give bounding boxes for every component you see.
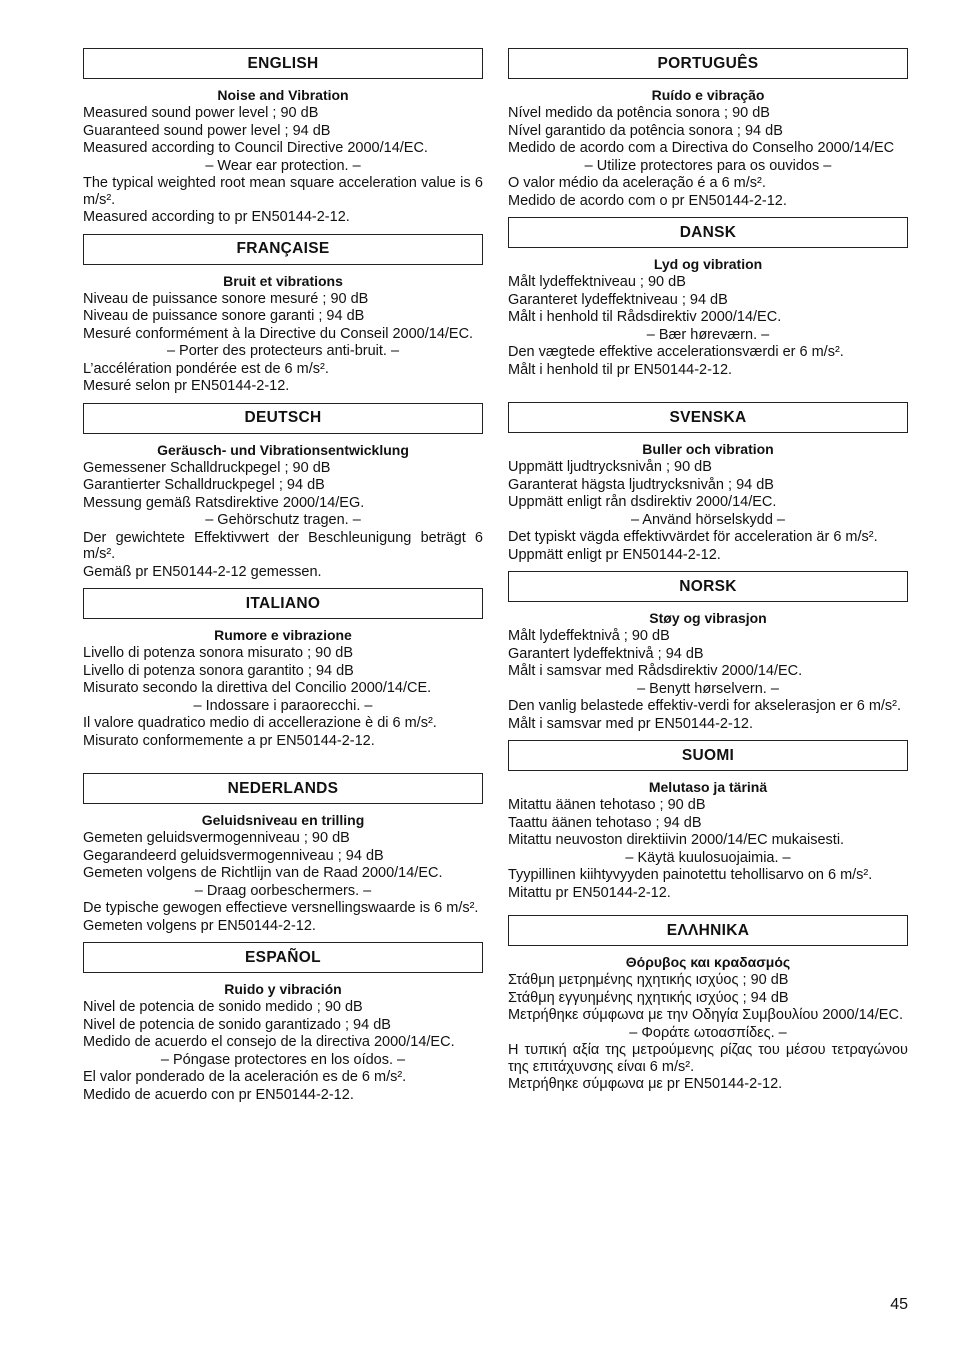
section-header: ENGLISH — [83, 48, 483, 79]
text-line: Misurato conformemente a pr EN50144-2-12. — [83, 732, 375, 749]
section-header: SUOMI — [508, 740, 908, 771]
text-line: – Indossare i paraorecchi. – — [193, 697, 373, 714]
section-svenska — [508, 402, 908, 563]
section-header: DEUTSCH — [83, 403, 483, 434]
text-line: Livello di potenza sonora garantito ; 94 dB — [83, 662, 354, 679]
section-header: ITALIANO — [83, 588, 483, 619]
text-line: Den vægtede effektive accelerationsværdi er 6 m/s². — [508, 344, 844, 360]
text-line: – Använd hörselskydd – — [631, 511, 785, 528]
text-line: – Draag oorbeschermers. – — [194, 882, 372, 899]
text-line: Målt i henhold til pr EN50144-2-12. — [508, 361, 733, 378]
text-line: Den vanlig belastede effektiv-verdi for akselerasjon er 6 m/s². — [508, 698, 902, 714]
section-nederlands — [83, 773, 483, 934]
text-line: – Bær høreværn. – — [646, 326, 770, 343]
text-line: The typical weighted root mean square acceleration value is 6 m/s². — [83, 175, 483, 208]
text-line: Garantierter Schalldruckpegel ; 94 dB — [83, 477, 325, 493]
text-line: Measured sound power level ; 90 dB — [83, 105, 319, 121]
text-line: Gemäß pr EN50144-2-12 gemessen. — [83, 563, 322, 580]
left-column — [83, 48, 483, 1111]
text-line: Gegarandeerd geluidsvermogenniveau ; 94 dB — [83, 847, 384, 864]
text-line: Μετρήθηκε σύμφωνα με την Οδηγία Συμβουλίου 2000/14/EC. — [508, 1007, 903, 1023]
section-header: SVENSKA — [508, 402, 908, 433]
text-line: Der gewichtete Effektivwert der Beschleunigung beträgt 6 m/s². — [83, 529, 483, 562]
text-line: Niveau de puissance sonore garanti ; 94 dB — [83, 308, 365, 324]
text-line: Medido de acuerdo el consejo de la directiva 2000/14/EC. — [83, 1034, 455, 1050]
section-italiano — [83, 588, 483, 749]
section-subtitle: Lyd og vibration — [653, 256, 763, 272]
section-subtitle: Noise and Vibration — [217, 87, 349, 103]
text-line: Mesuré conformément à la Directive du Conseil 2000/14/EC. — [83, 325, 474, 342]
text-line: Garantert lydeffektnivå ; 94 dB — [508, 645, 704, 662]
section-norsk — [508, 571, 908, 732]
section-header: NEDERLANDS — [83, 773, 483, 804]
text-line: Η τυπική αξία της μετρούμενης ρίζας του μέσου τετραγώνου της επιτάχυνσης είναι 6 m/s². — [508, 1042, 908, 1075]
text-line: Nível garantido da potência sonora ; 94 dB — [508, 122, 783, 139]
section-suomi — [508, 740, 908, 901]
text-line: Gemeten volgens pr EN50144-2-12. — [83, 917, 316, 934]
text-line: Taattu äänen tehotaso ; 94 dB — [508, 814, 702, 831]
text-line: – Póngase protectores en los oídos. – — [160, 1051, 406, 1068]
text-line: Målt i henhold til Rådsdirektiv 2000/14/EC. — [508, 309, 782, 325]
text-line: Guaranteed sound power level ; 94 dB — [83, 122, 331, 139]
section-subtitle: Rumore e vibrazione — [214, 627, 352, 643]
text-line: – Utilize protectores para os ouvidos – — [584, 157, 832, 174]
page-number: 45 — [890, 1296, 908, 1313]
text-line: Niveau de puissance sonore mesuré ; 90 dB — [83, 290, 369, 307]
text-line: Uppmätt ljudtrycksnivån ; 90 dB — [508, 459, 712, 475]
text-line: – Porter des protecteurs anti-bruit. – — [166, 343, 400, 359]
text-line: Uppmätt enligt rån dsdirektiv 2000/14/EC. — [508, 494, 777, 510]
text-line: Det typiskt vägda effektivvärdet för acceleration är 6 m/s². — [508, 529, 878, 545]
text-line: Mitattu pr EN50144-2-12. — [508, 884, 671, 901]
section-header: DANSK — [508, 217, 908, 248]
text-line: Στάθμη εγγυημένης ηχητικής ισχύος ; 94 dB — [508, 989, 789, 1006]
section-subtitle: Geräusch- und Vibrationsentwicklung — [157, 441, 409, 458]
section-deutsch — [83, 403, 483, 581]
text-line: El valor ponderado de la aceleración es de 6 m/s². — [83, 1069, 407, 1085]
text-line: Misurato secondo la direttiva del Concilio 2000/14/CE. — [83, 680, 432, 696]
text-line: Il valore quadratico medio di accellerazione è di 6 m/s². — [83, 715, 437, 731]
section-subtitle: Θόρυβος και κραδασμός — [625, 954, 791, 970]
text-line: Medido de acordo com o pr EN50144-2-12. — [508, 192, 787, 209]
text-line: Målt i samsvar med pr EN50144-2-12. — [508, 715, 753, 732]
section-espanol — [83, 942, 483, 1103]
text-line: Μετρήθηκε σύμφωνα με pr EN50144-2-12. — [508, 1076, 783, 1092]
section-subtitle: Ruido y vibración — [224, 981, 342, 997]
text-line: – Gehörschutz tragen. – — [205, 512, 361, 528]
text-line: Mesuré selon pr EN50144-2-12. — [83, 378, 290, 394]
section-subtitle: Støy og vibrasjon — [649, 610, 767, 626]
text-line: Gemessener Schalldruckpegel ; 90 dB — [83, 459, 331, 476]
text-line: Mitattu neuvoston direktiivin 2000/14/EC mukaisesti. — [508, 832, 845, 848]
text-line: Målt i samsvar med Rådsdirektiv 2000/14/EC. — [508, 663, 803, 679]
text-line: L’accélération pondérée est de 6 m/s². — [83, 360, 329, 377]
text-line: Mitattu äänen tehotaso ; 90 dB — [508, 797, 706, 813]
text-line: Medido de acordo com a Directiva do Conselho 2000/14/EC — [508, 140, 895, 156]
section-ελληνικα — [508, 915, 908, 1093]
section-header: FRANÇAISE — [83, 234, 483, 265]
text-line: Messung gemäß Ratsdirektive 2000/14/EG. — [83, 494, 365, 511]
text-line: – Benytt hørselvern. – — [637, 680, 779, 697]
section-portugues — [508, 48, 908, 209]
text-line: Nivel de potencia de sonido garantizado ; 94 dB — [83, 1016, 391, 1033]
section-subtitle: Ruído e vibração — [651, 87, 765, 103]
section-subtitle: Melutaso ja tärinä — [648, 779, 768, 795]
section-header: NORSK — [508, 571, 908, 602]
text-line: Nivel de potencia de sonido medido ; 90 dB — [83, 999, 363, 1015]
text-line: Tyypillinen kiihtyvyyden painotettu tehollisarvo on 6 m/s². — [508, 867, 873, 883]
text-line: Målt lydeffektniveau ; 90 dB — [508, 274, 686, 290]
text-line: De typische gewogen effectieve versnellingswaarde is 6 m/s². — [83, 900, 479, 916]
text-line: – Käytä kuulosuojaimia. – — [625, 849, 791, 866]
text-line: Garanteret lydeffektniveau ; 94 dB — [508, 291, 728, 308]
text-line: Målt lydeffektnivå ; 90 dB — [508, 628, 670, 644]
section-header: PORTUGUÊS — [508, 48, 908, 79]
section-subtitle: Geluidsniveau en trilling — [201, 812, 365, 828]
section-dansk — [508, 217, 908, 378]
text-line: Medido de acuerdo con pr EN50144-2-12. — [83, 1086, 354, 1103]
text-line: O valor médio da aceleração é a 6 m/s². — [508, 175, 766, 191]
section-english — [83, 48, 483, 226]
text-line: – Wear ear protection. – — [205, 157, 361, 174]
text-line: Gemeten geluidsvermogenniveau ; 90 dB — [83, 830, 350, 846]
section-header: ESPAÑOL — [83, 942, 483, 973]
right-column — [508, 48, 908, 1101]
text-line: Measured according to pr EN50144-2-12. — [83, 209, 350, 225]
text-line: Uppmätt enligt pr EN50144-2-12. — [508, 546, 721, 563]
text-line: Nível medido da potência sonora ; 90 dB — [508, 105, 770, 121]
text-line: Livello di potenza sonora misurato ; 90 dB — [83, 645, 354, 661]
text-line: Measured according to Council Directive 2000/14/EC. — [83, 140, 428, 156]
section-francaise — [83, 234, 483, 395]
text-line: Garanterat hägsta ljudtrycksnivån ; 94 dB — [508, 476, 774, 493]
text-line: Gemeten volgens de Richtlijn van de Raad 2000/14/EC. — [83, 865, 443, 881]
section-subtitle: Bruit et vibrations — [223, 272, 343, 289]
section-header: ΕΛΛΗΝΙΚΑ — [508, 915, 908, 946]
text-line: – Φοράτε ωτοασπίδες. – — [629, 1024, 787, 1041]
text-line: Στάθμη μετρημένης ηχητικής ισχύος ; 90 dB — [508, 972, 789, 988]
section-subtitle: Buller och vibration — [642, 441, 774, 457]
